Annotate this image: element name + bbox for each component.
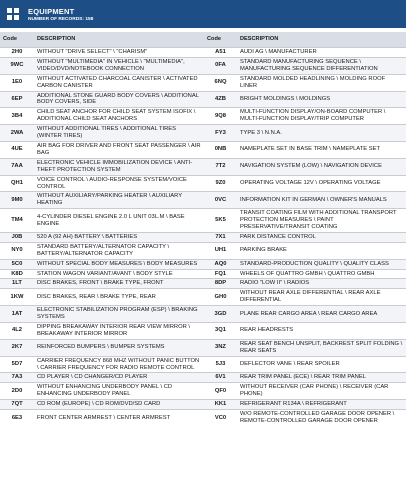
table-row	[0, 400, 406, 410]
code-right-cell: 8DP	[204, 279, 237, 289]
description-right-cell: INFORMATION KIT IN GERMAN \ OWNER'S MANUALS	[237, 192, 406, 209]
table-row	[0, 209, 406, 233]
code-right-cell: 4ZB	[204, 91, 237, 108]
code-left-cell: 6E3	[11, 414, 23, 421]
code-right-cell: 7X1	[204, 232, 237, 242]
code-right-cell: 6V1	[204, 373, 237, 383]
table-row	[0, 356, 406, 373]
table-row	[0, 383, 406, 400]
description-left-cell: WITHOUT SPECIAL BODY MEASURES \ BODY MEASURES	[34, 259, 204, 269]
description-left-cell: WITHOUT ADDITIONAL TIRES \ ADDITIONAL TIRES (WINTER TIRES)	[34, 125, 204, 142]
record-count-value: 158	[85, 16, 94, 22]
code-left-cell: 2D0	[11, 387, 23, 394]
description-left-cell: WITHOUT "DRIVE SELECT" \ "CHARISM"	[37, 49, 148, 55]
code-right-cell: QF0	[214, 387, 227, 394]
description-left-cell: WITHOUT "MULTIMEDIA" IN VEHICLE \ "MULTIMEDIA", VIDEO/DVD/NOTEBOOK CONNECTION	[34, 57, 204, 74]
col-header-description-left: DESCRIPTION	[34, 32, 204, 48]
description-left-cell: AIR BAG FOR DRIVER AND FRONT SEAT PASSENGER \ AIR BAG	[37, 142, 201, 156]
description-left-cell: WITHOUT ACTIVATED CHARCOAL CANISTER \ ACTIVATED CARBON CANISTER	[37, 75, 198, 89]
code-right-cell: FY3	[204, 125, 237, 142]
table-row	[0, 242, 406, 259]
description-left-cell: 520 A (92 AH) BATTERY \ BATTERIES	[34, 232, 204, 242]
code-right-cell: 5J3	[215, 361, 226, 368]
table-row	[0, 289, 406, 306]
table-row	[0, 48, 406, 58]
table-row	[0, 175, 406, 192]
description-right-cell: RADIO "LOW II" \ RADIOS	[237, 279, 406, 289]
table-row	[0, 91, 406, 108]
description-right-cell: AUDI AG \ MANUFACTURER	[240, 49, 317, 55]
code-right-cell: 0NB	[214, 146, 227, 153]
description-right-cell: WITHOUT REAR AXLE DIFFERENTIAL \ REAR AXLE DIFFERENTIAL	[240, 290, 381, 304]
description-left-cell: CD PLAYER \ CD CHANGER/CD PLAYER	[34, 373, 204, 383]
code-left-cell: 6EP	[0, 91, 34, 108]
table-row	[0, 57, 406, 74]
table-row	[0, 373, 406, 383]
grid-icon	[6, 7, 20, 21]
equipment-table	[0, 32, 406, 426]
description-left-cell: 4-CYLINDER DIESEL ENGINE 2.0 L UNIT 03L.M \ BASE ENGINE	[37, 213, 185, 227]
code-left-cell: 9WC	[0, 57, 34, 74]
table-row	[0, 141, 406, 158]
description-right-cell: REAR TRIM PANEL (ECE) \ REAR TRIM PANEL	[237, 373, 406, 383]
code-left-cell: 7A3	[0, 373, 34, 383]
code-right-cell: 6NQ	[214, 79, 227, 86]
description-left-cell: WITHOUT ENHANCING UNDERBODY PANEL \ CD ENHANCING UNDERBODY PANEL	[37, 384, 173, 398]
code-left-cell: 1LT	[0, 279, 34, 289]
table-row	[0, 232, 406, 242]
code-right-cell: AQ0	[204, 259, 237, 269]
table-row	[0, 74, 406, 91]
code-right-cell: A51	[215, 49, 226, 55]
description-right-cell: STANDARD MOLDED HEADLINING \ MOLDING ROOF LINER	[240, 75, 386, 89]
header-text	[28, 7, 93, 22]
description-left-cell: WITHOUT AUXILIARY/PARKING HEATER \ AUXILIARY HEATING	[34, 192, 204, 209]
description-left-cell: CARRIER FREQUENCY 868 MHZ WITHOUT PANIC BUTTON \ CARRIER FREQUENCY FOR RADIO REMOTE CONTROL	[37, 357, 200, 371]
description-left-cell: CHILD SEAT ANCHOR FOR CHILD SEAT SYSTEM ISOFIX \ ADDITIONAL CHILD SEAT ANCHORS	[37, 109, 196, 123]
table-row	[0, 259, 406, 269]
description-right-cell: REAR HEADRESTS	[240, 327, 294, 334]
description-right-cell: NAVIGATION SYSTEM (LOW) \ NAVIGATION DEVICE	[237, 158, 406, 175]
code-left-cell: TM4	[11, 217, 23, 224]
table-row	[0, 323, 406, 340]
description-right-cell: STANDARD MANUFACTURING SEQUENCE \ MANUFACTURING SEQUENCE DIFFERENTIATION	[237, 57, 406, 74]
description-left-cell: FRONT CENTER ARMREST \ CENTER ARMREST	[37, 414, 171, 421]
description-left-cell: STATION WAGON VARIANT/AVANT \ BODY STYLE	[37, 270, 173, 277]
col-header-description-right: DESCRIPTION	[237, 32, 406, 48]
description-right-cell: REAR SEAT BENCH UNSPLIT, BACKREST SPLIT FOLDING \ REAR SEATS	[237, 339, 406, 356]
code-left-cell: 3B4	[11, 112, 23, 119]
record-count-label: NUMBER OF RECORDS:	[28, 16, 84, 22]
record-count	[28, 17, 93, 22]
code-right-cell: 0VC	[204, 192, 237, 209]
code-right-cell: 0FA	[204, 57, 237, 74]
code-left-cell: 2K7	[0, 339, 34, 356]
description-left-cell: DISC BRAKES, FRONT \ BRAKE TYPE, FRONT	[34, 279, 204, 289]
code-right-cell: GH0	[214, 293, 227, 300]
code-right-cell: 5K5	[215, 217, 226, 224]
table-row	[0, 269, 406, 279]
description-right-cell: WITHOUT RECEIVER (CAR PHONE) \ RECEIVER (CAR PHONE)	[240, 384, 389, 398]
code-left-cell: 5C0	[0, 259, 34, 269]
code-right-cell: KK1	[204, 400, 237, 410]
description-right-cell: DEFLECTOR VANE \ REAR SPOILER	[240, 361, 340, 368]
table-row	[0, 279, 406, 289]
code-left-cell: 4L2	[12, 327, 22, 334]
code-right-cell: 3NZ	[204, 339, 237, 356]
code-left-cell: QH1	[11, 180, 23, 187]
code-right-cell: FQ1	[214, 270, 227, 277]
description-left-cell: ADDITIONAL STONE GUARD BODY COVERS \ ADDITIONAL BODY COVERS, SIDE	[34, 91, 204, 108]
code-right-cell: 7T2	[204, 158, 237, 175]
code-right-cell: 3Q1	[215, 327, 226, 334]
col-header-code-left: Code	[0, 32, 34, 48]
description-right-cell: TRANSIT COATING FILM WITH ADDITIONAL TRANSPORT PROTECTION MEASURES \ PAINT PRESERVATIVE/TRANSIT COATING	[240, 210, 397, 231]
description-left-cell: STANDARD BATTERY/ALTERNATOR CAPACITY \ BATTERY/ALTERNATOR CAPACITY	[37, 243, 170, 257]
code-left-cell: 2WA	[0, 125, 34, 142]
description-left-cell: DIPPING BREAKAWAY INTERIOR REAR VIEW MIRROR \ BREAKAWAY INTERIOR MIRROR	[37, 324, 190, 337]
code-left-cell: 9M0	[0, 192, 34, 209]
description-right-cell: STANDARD-PRODUCTION QUALITY \ QUALITY CLASS	[237, 259, 406, 269]
description-right-cell: PARKING BRAKE	[240, 247, 287, 254]
code-right-cell: 9Z0	[215, 180, 226, 187]
description-right-cell: OPERATING VOLTAGE 12V \ OPERATING VOLTAGE	[240, 180, 381, 187]
description-right-cell: PLANE REAR CARGO AREA \ REAR CARGO AREA	[237, 306, 406, 323]
code-left-cell: 1KW	[10, 293, 24, 300]
page-title: EQUIPMENT	[28, 6, 75, 16]
description-right-cell: BRIGHT MOLDINGS \ MOLDINGS	[237, 91, 406, 108]
table-row	[0, 125, 406, 142]
description-right-cell: REFRIGERANT R134A \ REFRIGERANT	[237, 400, 406, 410]
code-left-cell: 2H0	[11, 49, 23, 55]
code-left-cell: 7QT	[0, 400, 34, 410]
code-left-cell: 5D7	[11, 361, 23, 368]
code-left-cell: 1E0	[11, 79, 23, 86]
description-left-cell: ELECTRONIC VEHICLE IMMOBILIZATION DEVICE \ ANTI-THEFT PROTECTION SYSTEM	[34, 158, 204, 175]
table-row	[0, 410, 406, 426]
code-left-cell: 1AT	[0, 306, 34, 323]
description-left-cell: VOICE CONTROL \ AUDIO-RESPONSE SYSTEM/VOICE CONTROL	[37, 176, 187, 190]
description-right-cell: W/O REMOTE-CONTROLLED GARAGE DOOR OPENER \ REMOTE-CONTROLLED GARAGE DOOR OPENER	[240, 411, 395, 424]
description-left-cell: REINFORCED BUMPERS \ BUMPER SYSTEMS	[34, 339, 204, 356]
col-header-code-right: Code	[204, 32, 237, 48]
code-left-cell: K8D	[11, 270, 23, 277]
code-left-cell: 7AA	[0, 158, 34, 175]
code-right-cell: VC0	[214, 414, 227, 421]
description-right-cell: NAMEPLATE SET IN BASE TRIM \ NAMEPLATE SET	[240, 146, 381, 153]
description-left-cell: DISC BRAKES, REAR \ BRAKE TYPE, REAR	[37, 293, 156, 300]
table-row	[0, 108, 406, 125]
description-left-cell: CD ROM (EUROPE) \ CD ROM/DVD/SD CARD	[34, 400, 204, 410]
code-right-cell: 9Q8	[215, 112, 226, 119]
description-right-cell: WHEELS OF QUATTRO GMBH \ QUATTRO GMBH	[240, 270, 375, 277]
code-right-cell: 3GD	[204, 306, 237, 323]
description-right-cell: MULTI-FUNCTION DISPLAY/ON-BOARD COMPUTER \ MULTI-FUNCTION DISPLAY/TRIP COMPUTER	[240, 109, 386, 123]
description-left-cell: ELECTRONIC STABILIZATION PROGRAM (ESP) \ BRAKING SYSTEMS	[34, 306, 204, 323]
table-row	[0, 192, 406, 209]
code-right-cell: UH1	[214, 247, 227, 254]
table-row	[0, 158, 406, 175]
code-left-cell: J0B	[0, 232, 34, 242]
table-row	[0, 306, 406, 323]
table-header-row	[0, 32, 406, 48]
description-right-cell: PARK DISTANCE CONTROL	[237, 232, 406, 242]
code-left-cell: 4UE	[11, 146, 23, 153]
table-row	[0, 339, 406, 356]
equipment-header	[0, 0, 406, 28]
description-right-cell: TYPE 3 \ N.N.A.	[237, 125, 406, 142]
code-left-cell: NY0	[11, 247, 23, 254]
